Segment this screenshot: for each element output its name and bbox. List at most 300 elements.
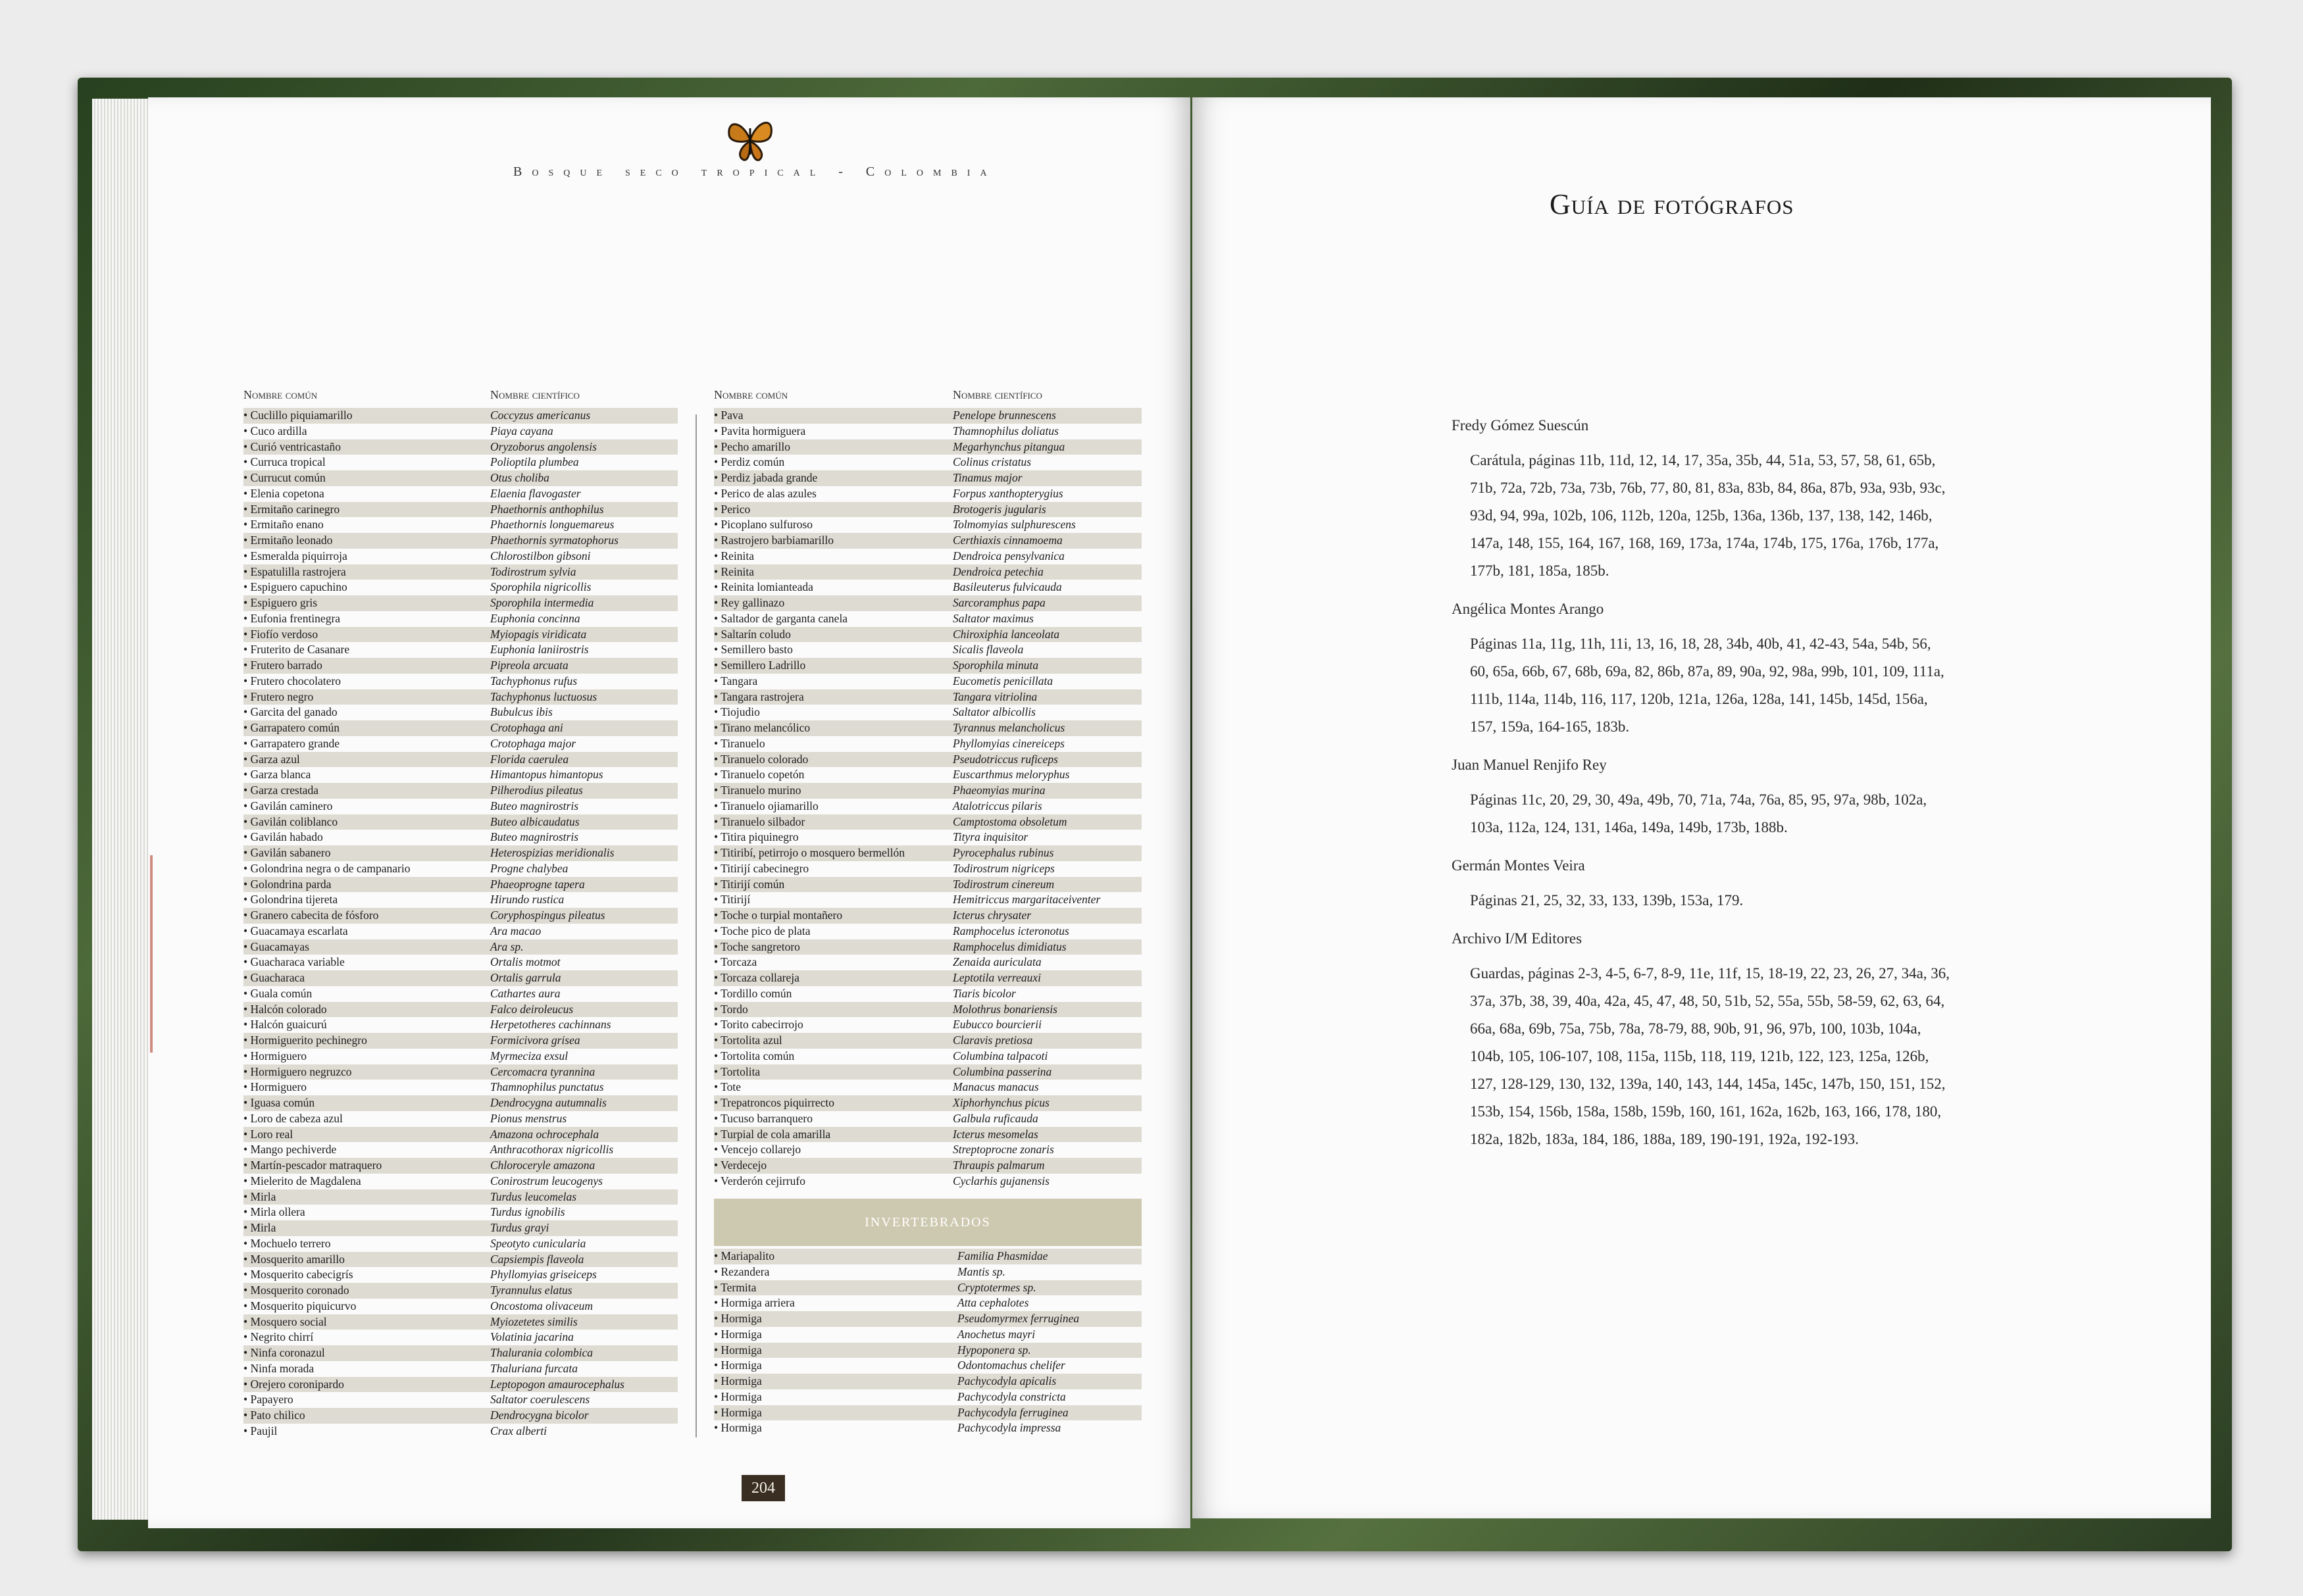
scientific-name: Pseudotriccus ruficeps <box>953 752 1058 766</box>
scientific-name: Progne chalybea <box>490 861 569 875</box>
common-name: • Tiranuelo ojiamarillo <box>714 799 819 812</box>
common-name: • Tiranuelo copetón <box>714 768 805 782</box>
common-name: • Verdecejo <box>714 1159 767 1172</box>
species-row <box>243 783 678 799</box>
scientific-name: Myiopagis viridicata <box>490 627 587 641</box>
common-name: • Reinita <box>714 564 755 578</box>
species-row <box>243 658 678 674</box>
common-name: • Hormiga arriera <box>714 1296 795 1310</box>
scientific-name: Ramphocelus dimidiatus <box>953 939 1067 953</box>
common-name: • Cuco ardilla <box>243 424 307 437</box>
common-name: • Semillero Ladrillo <box>714 659 806 672</box>
scientific-name: Crotophaga ani <box>490 721 563 734</box>
species-row <box>714 611 1142 627</box>
scientific-name: Sporophila intermedia <box>490 596 594 609</box>
common-name: • Golondrina negra o de campanario <box>243 861 411 875</box>
common-name: • Pecho amarillo <box>714 439 790 453</box>
common-name: • Garza blanca <box>243 768 311 782</box>
common-name: • Mochuelo terrero <box>243 1236 331 1250</box>
species-row <box>243 814 678 830</box>
common-name: • Espiguero capuchino <box>243 580 347 594</box>
common-name: • Guacharaca variable <box>243 955 345 969</box>
scientific-name: Pilherodius pileatus <box>490 784 583 797</box>
scientific-name: Myiozetetes similis <box>490 1314 578 1328</box>
header-scientific-name: Nombre científico <box>490 388 580 401</box>
scientific-name: Euphonia concinna <box>490 611 580 625</box>
species-row <box>714 1174 1142 1189</box>
species-row <box>714 705 1142 720</box>
species-row <box>243 1299 678 1314</box>
scientific-name: Todirostrum cinereum <box>953 877 1055 891</box>
common-name: • Espiguero gris <box>243 596 318 609</box>
species-row <box>243 720 678 736</box>
species-row <box>243 939 678 955</box>
species-column-2 <box>714 388 1142 1189</box>
common-name: • Gavilán coliblanco <box>243 814 338 828</box>
common-name: • Vencejo collarejo <box>714 1143 801 1157</box>
scientific-name: Ara macao <box>490 924 542 937</box>
common-name: • Frutero negro <box>243 689 314 703</box>
common-name: • Ninfa morada <box>243 1361 315 1375</box>
scientific-name: Ara sp. <box>490 939 524 953</box>
common-name: • Saltarín coludo <box>714 627 791 641</box>
species-row <box>714 1142 1142 1158</box>
species-row <box>243 892 678 908</box>
common-name: • Guacamayas <box>243 939 309 953</box>
species-row <box>714 1358 1142 1374</box>
common-name: • Hormiga <box>714 1327 762 1341</box>
scientific-name: Phaeoprogne tapera <box>490 877 585 891</box>
header-scientific-name: Nombre científico <box>953 388 1042 401</box>
common-name: • Pato chilico <box>243 1409 305 1422</box>
scientific-name: Tiaris bicolor <box>953 986 1016 1000</box>
species-row <box>243 861 678 877</box>
scientific-name: Cercomacra tyrannina <box>490 1064 595 1078</box>
common-name: • Tortolita <box>714 1064 761 1078</box>
scientific-name: Thraupis palmarum <box>953 1159 1045 1172</box>
scientific-name: Dendroica pensylvanica <box>953 549 1065 562</box>
species-row <box>243 1127 678 1143</box>
species-row <box>243 1345 678 1361</box>
scientific-name: Ortalis garrula <box>490 971 561 984</box>
scientific-name: Anthracothorax nigricollis <box>490 1143 614 1157</box>
scientific-name: Sicalis flaveola <box>953 643 1024 657</box>
species-row <box>714 674 1142 689</box>
species-row <box>243 1158 678 1174</box>
invertebrates-list <box>714 1249 1142 1436</box>
species-row <box>714 939 1142 955</box>
common-name: • Turpial de cola amarilla <box>714 1127 831 1141</box>
scientific-name: Sarcoramphus papa <box>953 596 1046 609</box>
photographer-name: Fredy Gómez Suescún <box>1452 417 1589 434</box>
common-name: • Orejero coronipardo <box>243 1377 344 1391</box>
common-name: • Hormiga <box>714 1374 762 1387</box>
common-name: • Tirano melancólico <box>714 721 811 734</box>
species-row <box>243 908 678 924</box>
common-name: • Mosquerito cabecigrís <box>243 1268 353 1282</box>
species-row <box>243 580 678 595</box>
species-column-1 <box>243 388 678 1439</box>
common-name: • Loro de cabeza azul <box>243 1111 343 1125</box>
species-row <box>243 1330 678 1345</box>
scientific-name: Ortalis motmot <box>490 955 561 969</box>
scientific-name: Icterus mesomelas <box>953 1127 1038 1141</box>
common-name: • Mirla ollera <box>243 1205 305 1219</box>
scientific-name: Otus choliba <box>490 471 549 484</box>
scientific-name: Pionus menstrus <box>490 1111 567 1125</box>
scientific-name: Euscarthmus meloryphus <box>953 768 1070 782</box>
species-row <box>714 486 1142 502</box>
scientific-name: Buteo magnirostris <box>490 830 579 844</box>
scientific-name: Oncostoma olivaceum <box>490 1299 594 1312</box>
common-name: • Eufonia frentinegra <box>243 611 341 625</box>
species-row <box>243 767 678 783</box>
species-row <box>243 1174 678 1189</box>
scientific-name: Pseudomyrmex ferruginea <box>957 1312 1080 1325</box>
species-row <box>714 955 1142 970</box>
photographer-credits <box>1452 414 1952 1166</box>
scientific-name: Familia Phasmidae <box>957 1249 1048 1262</box>
scientific-name: Turdus grayi <box>490 1221 549 1234</box>
scientific-name: Manacus manacus <box>953 1080 1039 1094</box>
common-name: • Perdiz jabada grande <box>714 471 818 484</box>
species-row <box>243 1142 678 1158</box>
scientific-name: Bubulcus ibis <box>490 705 553 719</box>
photographer-name: Germán Montes Veira <box>1452 857 1585 874</box>
common-name: • Esmeralda piquirroja <box>243 549 347 562</box>
species-row <box>243 970 678 986</box>
scientific-name: Formicivora grisea <box>490 1034 580 1047</box>
common-name: • Tangara rastrojera <box>714 689 804 703</box>
common-name: • Loro real <box>243 1127 293 1141</box>
photographer-name: Archivo I/M Editores <box>1452 930 1582 947</box>
scientific-name: Crax alberti <box>490 1424 547 1437</box>
common-name: • Tordo <box>714 1002 748 1016</box>
scientific-name: Columbina passerina <box>953 1064 1052 1078</box>
species-row <box>243 845 678 861</box>
scientific-name: Saltator coerulescens <box>490 1393 590 1407</box>
common-name: • Torcaza <box>714 955 757 969</box>
common-name: • Hormiga <box>714 1343 762 1357</box>
species-row <box>243 1064 678 1080</box>
scientific-name: Saltator maximus <box>953 611 1034 625</box>
species-row <box>714 720 1142 736</box>
common-name: • Hormiguerito pechinegro <box>243 1034 367 1047</box>
species-row <box>243 1314 678 1330</box>
species-row <box>714 424 1142 439</box>
common-name: • Martín-pescador matraquero <box>243 1159 382 1172</box>
header-common-name: Nombre común <box>714 388 788 401</box>
photographer-pages: Páginas 21, 25, 32, 33, 133, 139b, 153a, 179. <box>1470 892 1744 909</box>
common-name: • Ninfa coronazul <box>243 1346 325 1359</box>
page-title: Guía de fotógrafos <box>1550 188 1794 220</box>
scientific-name: Streptoprocne zonaris <box>953 1143 1054 1157</box>
species-row <box>714 533 1142 549</box>
species-row <box>714 970 1142 986</box>
common-name: • Hormiga <box>714 1405 762 1419</box>
species-row <box>714 1264 1142 1280</box>
common-name: • Gavilán caminero <box>243 799 333 812</box>
section-band-invertebrados: INVERTEBRADOS <box>714 1199 1142 1246</box>
ribbon-mark <box>150 855 153 1053</box>
common-name: • Guacharaca <box>243 971 305 984</box>
scientific-name: Himantopus himantopus <box>490 768 603 782</box>
column-divider <box>696 414 697 1437</box>
species-row <box>243 1377 678 1393</box>
scientific-name: Pachycodyla ferruginea <box>957 1405 1069 1419</box>
scientific-name: Ramphocelus icteronotus <box>953 924 1069 937</box>
common-name: • Tortolita azul <box>714 1034 782 1047</box>
species-row <box>243 439 678 455</box>
species-row <box>714 1033 1142 1049</box>
species-row <box>714 1158 1142 1174</box>
species-row <box>714 595 1142 611</box>
scientific-name: Phaethornis longuemareus <box>490 518 615 532</box>
scientific-name: Chiroxiphia lanceolata <box>953 627 1060 641</box>
scientific-name: Atalotriccus pilaris <box>953 799 1042 812</box>
photographer-name: Angélica Montes Arango <box>1452 601 1604 617</box>
scientific-name: Elaenia flavogaster <box>490 486 581 500</box>
species-row <box>243 955 678 970</box>
species-row <box>243 1220 678 1236</box>
species-row <box>243 533 678 549</box>
common-name: • Hormiguero <box>243 1049 307 1062</box>
species-row <box>243 1283 678 1299</box>
common-name: • Hormiguero <box>243 1080 307 1094</box>
common-name: • Currucut común <box>243 471 326 484</box>
scientific-name: Thamnophilus doliatus <box>953 424 1059 437</box>
species-row <box>714 845 1142 861</box>
photographer-pages: Páginas 11c, 20, 29, 30, 49a, 49b, 70, 71a, 74a, 76a, 85, 95, 97a, 98b, 102a, 103a, 112a, 124, 131, 146a, 149a, 149b, 173b, 188b. <box>1470 791 1927 835</box>
common-name: • Hormiga <box>714 1421 762 1435</box>
scientific-name: Heterospizias meridionalis <box>490 846 615 859</box>
scientific-name: Phyllomyias cinereiceps <box>953 736 1065 750</box>
photographer-name: Juan Manuel Renjifo Rey <box>1452 757 1607 773</box>
scientific-name: Saltator albicollis <box>953 705 1036 719</box>
species-row <box>714 1405 1142 1421</box>
common-name: • Paujil <box>243 1424 278 1437</box>
species-row <box>243 1205 678 1220</box>
scientific-name: Volatinia jacarina <box>490 1330 574 1344</box>
species-row <box>243 470 678 486</box>
species-row <box>714 814 1142 830</box>
species-row <box>243 1111 678 1127</box>
common-name: • Tote <box>714 1080 742 1094</box>
species-row <box>243 627 678 643</box>
common-name: • Mirla <box>243 1189 276 1203</box>
common-name: • Tiranuelo colorado <box>714 752 809 766</box>
species-row <box>243 1002 678 1018</box>
species-row <box>714 1280 1142 1296</box>
scientific-name: Molothrus bonariensis <box>953 1002 1057 1016</box>
scientific-name: Claravis pretiosa <box>953 1034 1033 1047</box>
scientific-name: Odontomachus chelifer <box>957 1359 1065 1372</box>
species-row <box>714 877 1142 893</box>
species-row <box>243 1361 678 1377</box>
common-name: • Torcaza collareja <box>714 971 799 984</box>
scientific-name: Oryzoborus angolensis <box>490 439 597 453</box>
common-name: • Mosquerito amarillo <box>243 1252 345 1266</box>
species-row <box>714 658 1142 674</box>
common-name: • Halcón guaicurú <box>243 1018 327 1032</box>
running-head: Bosque seco tropical - Colombia <box>513 164 997 179</box>
scientific-name: Chlorostilbon gibsoni <box>490 549 591 562</box>
common-name: • Halcón colorado <box>243 1002 327 1016</box>
species-row <box>714 783 1142 799</box>
species-row <box>243 705 678 720</box>
scientific-name: Hirundo rustica <box>490 893 565 907</box>
species-row <box>714 986 1142 1002</box>
species-row <box>243 736 678 752</box>
scientific-name: Hemitriccus margaritaceiventer <box>953 893 1101 907</box>
species-row <box>243 689 678 705</box>
common-name: • Elenia copetona <box>243 486 324 500</box>
common-name: • Ermitaño carinegro <box>243 502 340 516</box>
common-name: • Tortolita común <box>714 1049 795 1062</box>
scientific-name: Dendrocygna bicolor <box>490 1409 589 1422</box>
species-row <box>714 799 1142 814</box>
scientific-name: Cathartes aura <box>490 986 561 1000</box>
scientific-name: Leptopogon amaurocephalus <box>490 1377 624 1391</box>
scientific-name: Buteo magnirostris <box>490 799 579 812</box>
species-row <box>714 689 1142 705</box>
species-row <box>714 1049 1142 1064</box>
scientific-name: Herpetotheres cachinnans <box>490 1018 611 1032</box>
species-row <box>714 924 1142 939</box>
species-list <box>714 408 1142 1189</box>
common-name: • Termita <box>714 1280 757 1294</box>
common-name: • Pavita hormiguera <box>714 424 806 437</box>
species-list <box>243 408 678 1439</box>
common-name: • Tangara <box>714 674 758 687</box>
common-name: • Gavilán sabanero <box>243 846 331 859</box>
scientific-name: Pyrocephalus rubinus <box>953 846 1054 859</box>
species-row <box>714 892 1142 908</box>
common-name: • Ermitaño enano <box>243 518 324 532</box>
photographer-pages: Carátula, páginas 11b, 11d, 12, 14, 17, 35a, 35b, 44, 51a, 53, 57, 58, 61, 65b, 71b, 72a, 72b, 73a, 73b, 76b, 77, 80, 81, 83a, 83b, 84, 86a, 87b, 93a, 93b, 93c, 93d, 94, 99a, 102b, 106, 112b, 120a, 125b, 136a, 136b, 137, 138, 142, 146b, 147a, 148, 155, 164, 167, 168, 169, 173a, 174a, 174b, 175, 176a, 176b, 177a, 177b, 181, 185a, 185b. <box>1470 452 1946 579</box>
species-row <box>243 1236 678 1252</box>
common-name: • Golondrina parda <box>243 877 332 891</box>
common-name: • Garcita del ganado <box>243 705 338 719</box>
species-row <box>714 1002 1142 1018</box>
common-name: • Mosquero social <box>243 1314 327 1328</box>
common-name: • Rastrojero barbiamarillo <box>714 534 834 547</box>
scientific-name: Brotogeris jugularis <box>953 502 1046 516</box>
scientific-name: Amazona ochrocephala <box>490 1127 599 1141</box>
common-name: • Mango pechiverde <box>243 1143 337 1157</box>
scientific-name: Tolmomyias sulphurescens <box>953 518 1076 532</box>
common-name: • Curruca tropical <box>243 455 326 469</box>
species-row <box>714 752 1142 768</box>
scientific-name: Falco deiroleucus <box>490 1002 574 1016</box>
common-name: • Cuclillo piquiamarillo <box>243 409 353 422</box>
species-row <box>243 1080 678 1095</box>
common-name: • Perico <box>714 502 751 516</box>
scientific-name: Coryphospingus pileatus <box>490 909 605 922</box>
scientific-name: Leptotila verreauxi <box>953 971 1041 984</box>
common-name: • Garza azul <box>243 752 300 766</box>
species-row <box>714 549 1142 564</box>
scientific-name: Penelope brunnescens <box>953 409 1056 422</box>
scientific-name: Thalurania colombica <box>490 1346 594 1359</box>
species-row <box>714 1064 1142 1080</box>
common-name: • Frutero barrado <box>243 659 322 672</box>
scientific-name: Megarhynchus pitangua <box>953 439 1065 453</box>
species-row <box>243 1267 678 1283</box>
species-row <box>714 455 1142 470</box>
scientific-name: Zenaida auriculata <box>953 955 1042 969</box>
common-name: • Semillero basto <box>714 643 793 657</box>
common-name: • Tucuso barranquero <box>714 1111 813 1125</box>
scientific-name: Eucometis penicillata <box>953 674 1053 687</box>
scientific-name: Hypoponera sp. <box>957 1343 1031 1357</box>
species-row <box>243 424 678 439</box>
species-row <box>714 830 1142 845</box>
scientific-name: Turdus ignobilis <box>490 1205 565 1219</box>
scientific-name: Icterus chrysater <box>953 909 1032 922</box>
common-name: • Titirijí <box>714 893 751 907</box>
common-name: • Golondrina tijereta <box>243 893 338 907</box>
species-row <box>243 877 678 893</box>
species-row <box>243 1252 678 1268</box>
common-name: • Picoplano sulfuroso <box>714 518 813 532</box>
scientific-name: Forpus xanthopterygius <box>953 486 1063 500</box>
scientific-name: Pachycodyla constricta <box>957 1389 1066 1403</box>
common-name: • Granero cabecita de fósforo <box>243 909 379 922</box>
common-name: • Fruterito de Casanare <box>243 643 350 657</box>
scientific-name: Phaethornis syrmatophorus <box>490 534 619 547</box>
scientific-name: Todirostrum nigriceps <box>953 861 1055 875</box>
species-row <box>243 674 678 689</box>
scientific-name: Speotyto cunicularia <box>490 1236 586 1250</box>
common-name: • Torito cabecirrojo <box>714 1018 803 1032</box>
common-name: • Perico de alas azules <box>714 486 817 500</box>
species-row <box>243 1392 678 1408</box>
common-name: • Titiribí, petirrojo o mosquero bermellón <box>714 846 905 859</box>
species-row <box>714 1017 1142 1033</box>
species-row <box>243 799 678 814</box>
species-row <box>714 1420 1142 1436</box>
scientific-name: Euphonia laniirostris <box>490 643 589 657</box>
common-name: • Titirijí común <box>714 877 785 891</box>
common-name: • Tordillo común <box>714 986 792 1000</box>
scientific-name: Cyclarhis gujanensis <box>953 1174 1050 1187</box>
scientific-name: Turdus leucomelas <box>490 1189 577 1203</box>
species-row <box>243 1189 678 1205</box>
scientific-name: Capsiempis flaveola <box>490 1252 584 1266</box>
scientific-name: Tyrannulus elatus <box>490 1284 572 1297</box>
scientific-name: Tangara vitriolina <box>953 689 1038 703</box>
common-name: • Garza crestada <box>243 784 318 797</box>
common-name: • Mosquerito piquicurvo <box>243 1299 357 1312</box>
species-row <box>243 752 678 768</box>
common-name: • Mariapalito <box>714 1249 775 1262</box>
scientific-name: Polioptila plumbea <box>490 455 579 469</box>
scientific-name: Sporophila nigricollis <box>490 580 592 594</box>
common-name: • Toche sangretoro <box>714 939 800 953</box>
scientific-name: Pachycodyla apicalis <box>957 1374 1057 1387</box>
species-row <box>714 470 1142 486</box>
common-name: • Toche pico de plata <box>714 924 811 937</box>
common-name: • Saltador de garganta canela <box>714 611 848 625</box>
common-name: • Rezandera <box>714 1264 770 1278</box>
species-row <box>243 642 678 658</box>
species-row <box>714 580 1142 595</box>
species-row <box>243 517 678 533</box>
scientific-name: Colinus cristatus <box>953 455 1032 469</box>
scientific-name: Dendroica petechia <box>953 564 1044 578</box>
species-row <box>714 1111 1142 1127</box>
